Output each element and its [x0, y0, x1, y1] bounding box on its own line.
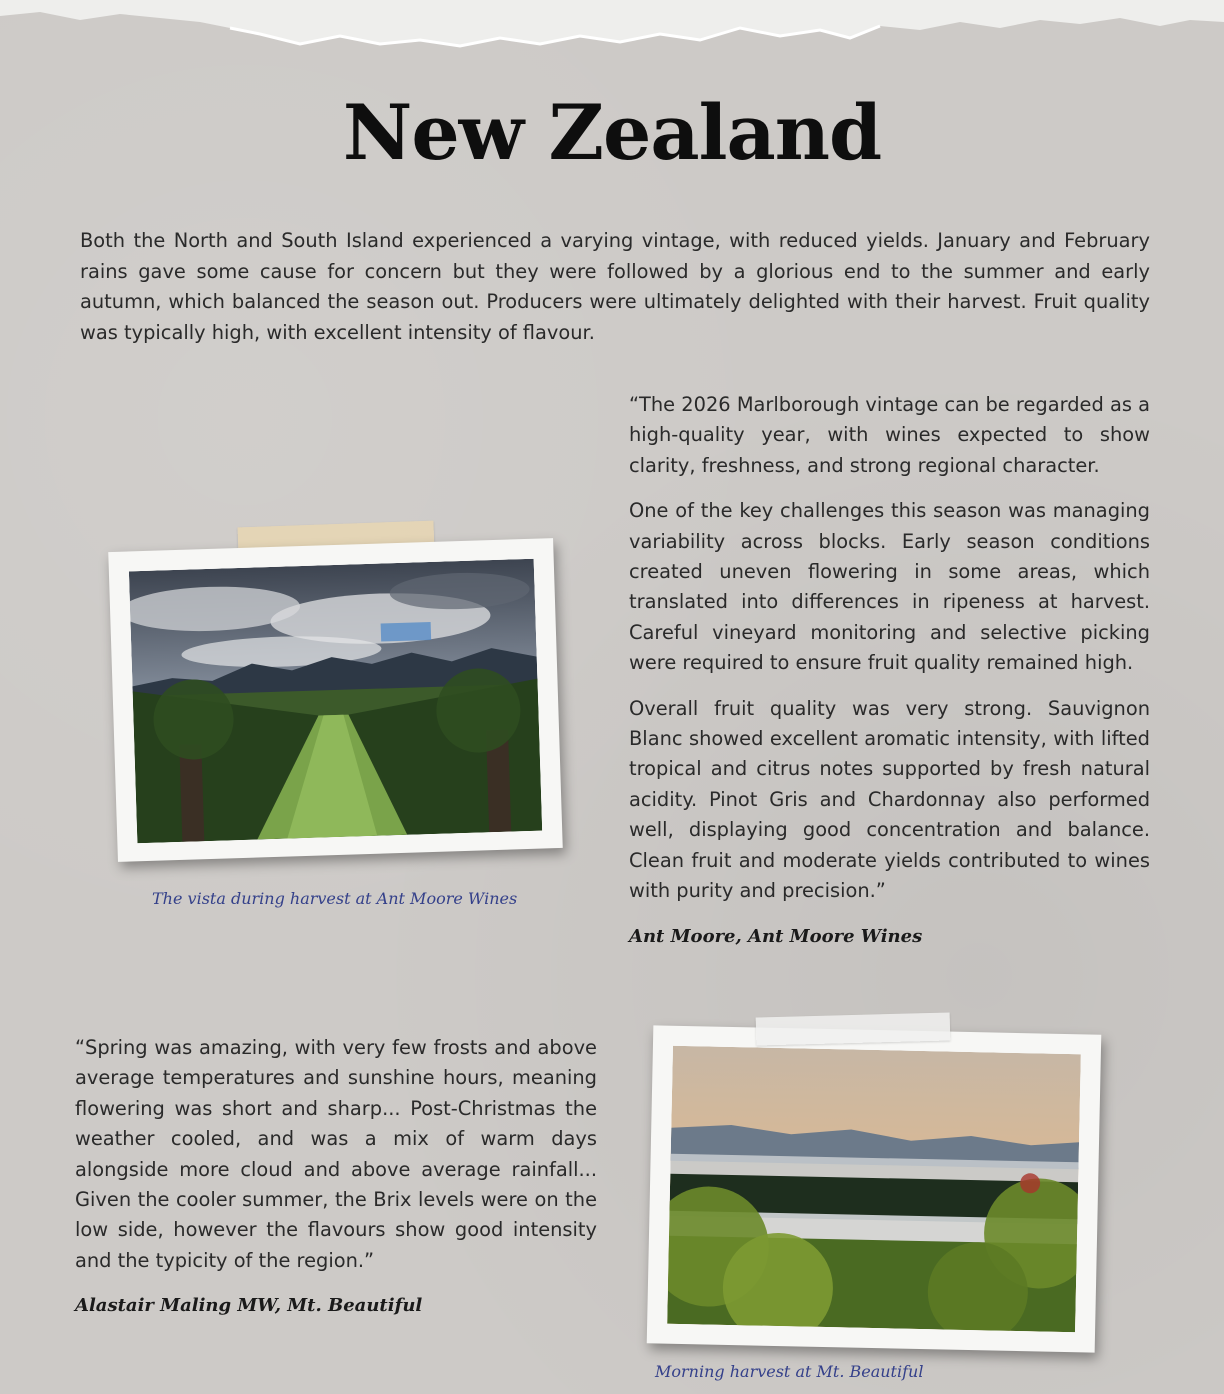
quote1-attribution: Ant Moore, Ant Moore Wines [629, 925, 923, 947]
quote1-paragraph-1: “The 2026 Marlborough vintage can be regarded as a high-quality year, with wines expected to show clarity, freshness, and strong regional character. [629, 393, 1150, 477]
photo-vineyard-rows [108, 538, 563, 862]
torn-paper-edge [0, 0, 1224, 60]
quote2-paragraph-1: “Spring was amazing, with very few frosts and above average temperatures and sunshine hours, meaning flowering was short and sharp... Post-Christmas the weather cooled, and was a mix of warm days alongside more cloud and above average rainfall... Given the cooler summer, the Brix levels were on the low side, however the flavours show good intensity and the typicity of the region.” [75, 1036, 597, 1272]
photo-morning-harvest [647, 1025, 1102, 1352]
photo2-caption: Morning harvest at Mt. Beautiful [655, 1362, 924, 1381]
quote-ant-moore [629, 390, 1150, 952]
vineyard-rows-image [129, 559, 542, 844]
quote-alastair-maling [75, 1033, 597, 1322]
morning-harvest-image [667, 1046, 1081, 1332]
page-title: New Zealand [342, 88, 882, 177]
quote2-attribution: Alastair Maling MW, Mt. Beautiful [75, 1295, 423, 1317]
quote1-paragraph-2: One of the key challenges this season was managing variability across blocks. Early season conditions created uneven flowering in some areas, which translated into differences in ripeness at harvest. Careful vineyard monitoring and selective picking were required to ensure fruit quality remained high. [629, 499, 1150, 675]
intro-paragraph: Both the North and South Island experienced a varying vintage, with reduced yields. January and February rains gave some cause for concern but they were followed by a glorious end to the summer and early autumn, which balanced the season out. Producers were ultimately delighted with their harvest. Fruit quality was typically high, with excellent intensity of flavour. [80, 229, 1150, 344]
photo1-caption: The vista during harvest at Ant Moore Wines [152, 889, 518, 908]
quote1-paragraph-3: Overall fruit quality was very strong. Sauvignon Blanc showed excellent aromatic intensity, with lifted tropical and citrus notes supported by fresh natural acidity. Pinot Gris and Chardonnay also performed well, displaying good concentration and balance. Clean fruit and moderate yields contributed to wines with purity and precision.” [629, 696, 1150, 903]
tape-strip [756, 1012, 951, 1045]
